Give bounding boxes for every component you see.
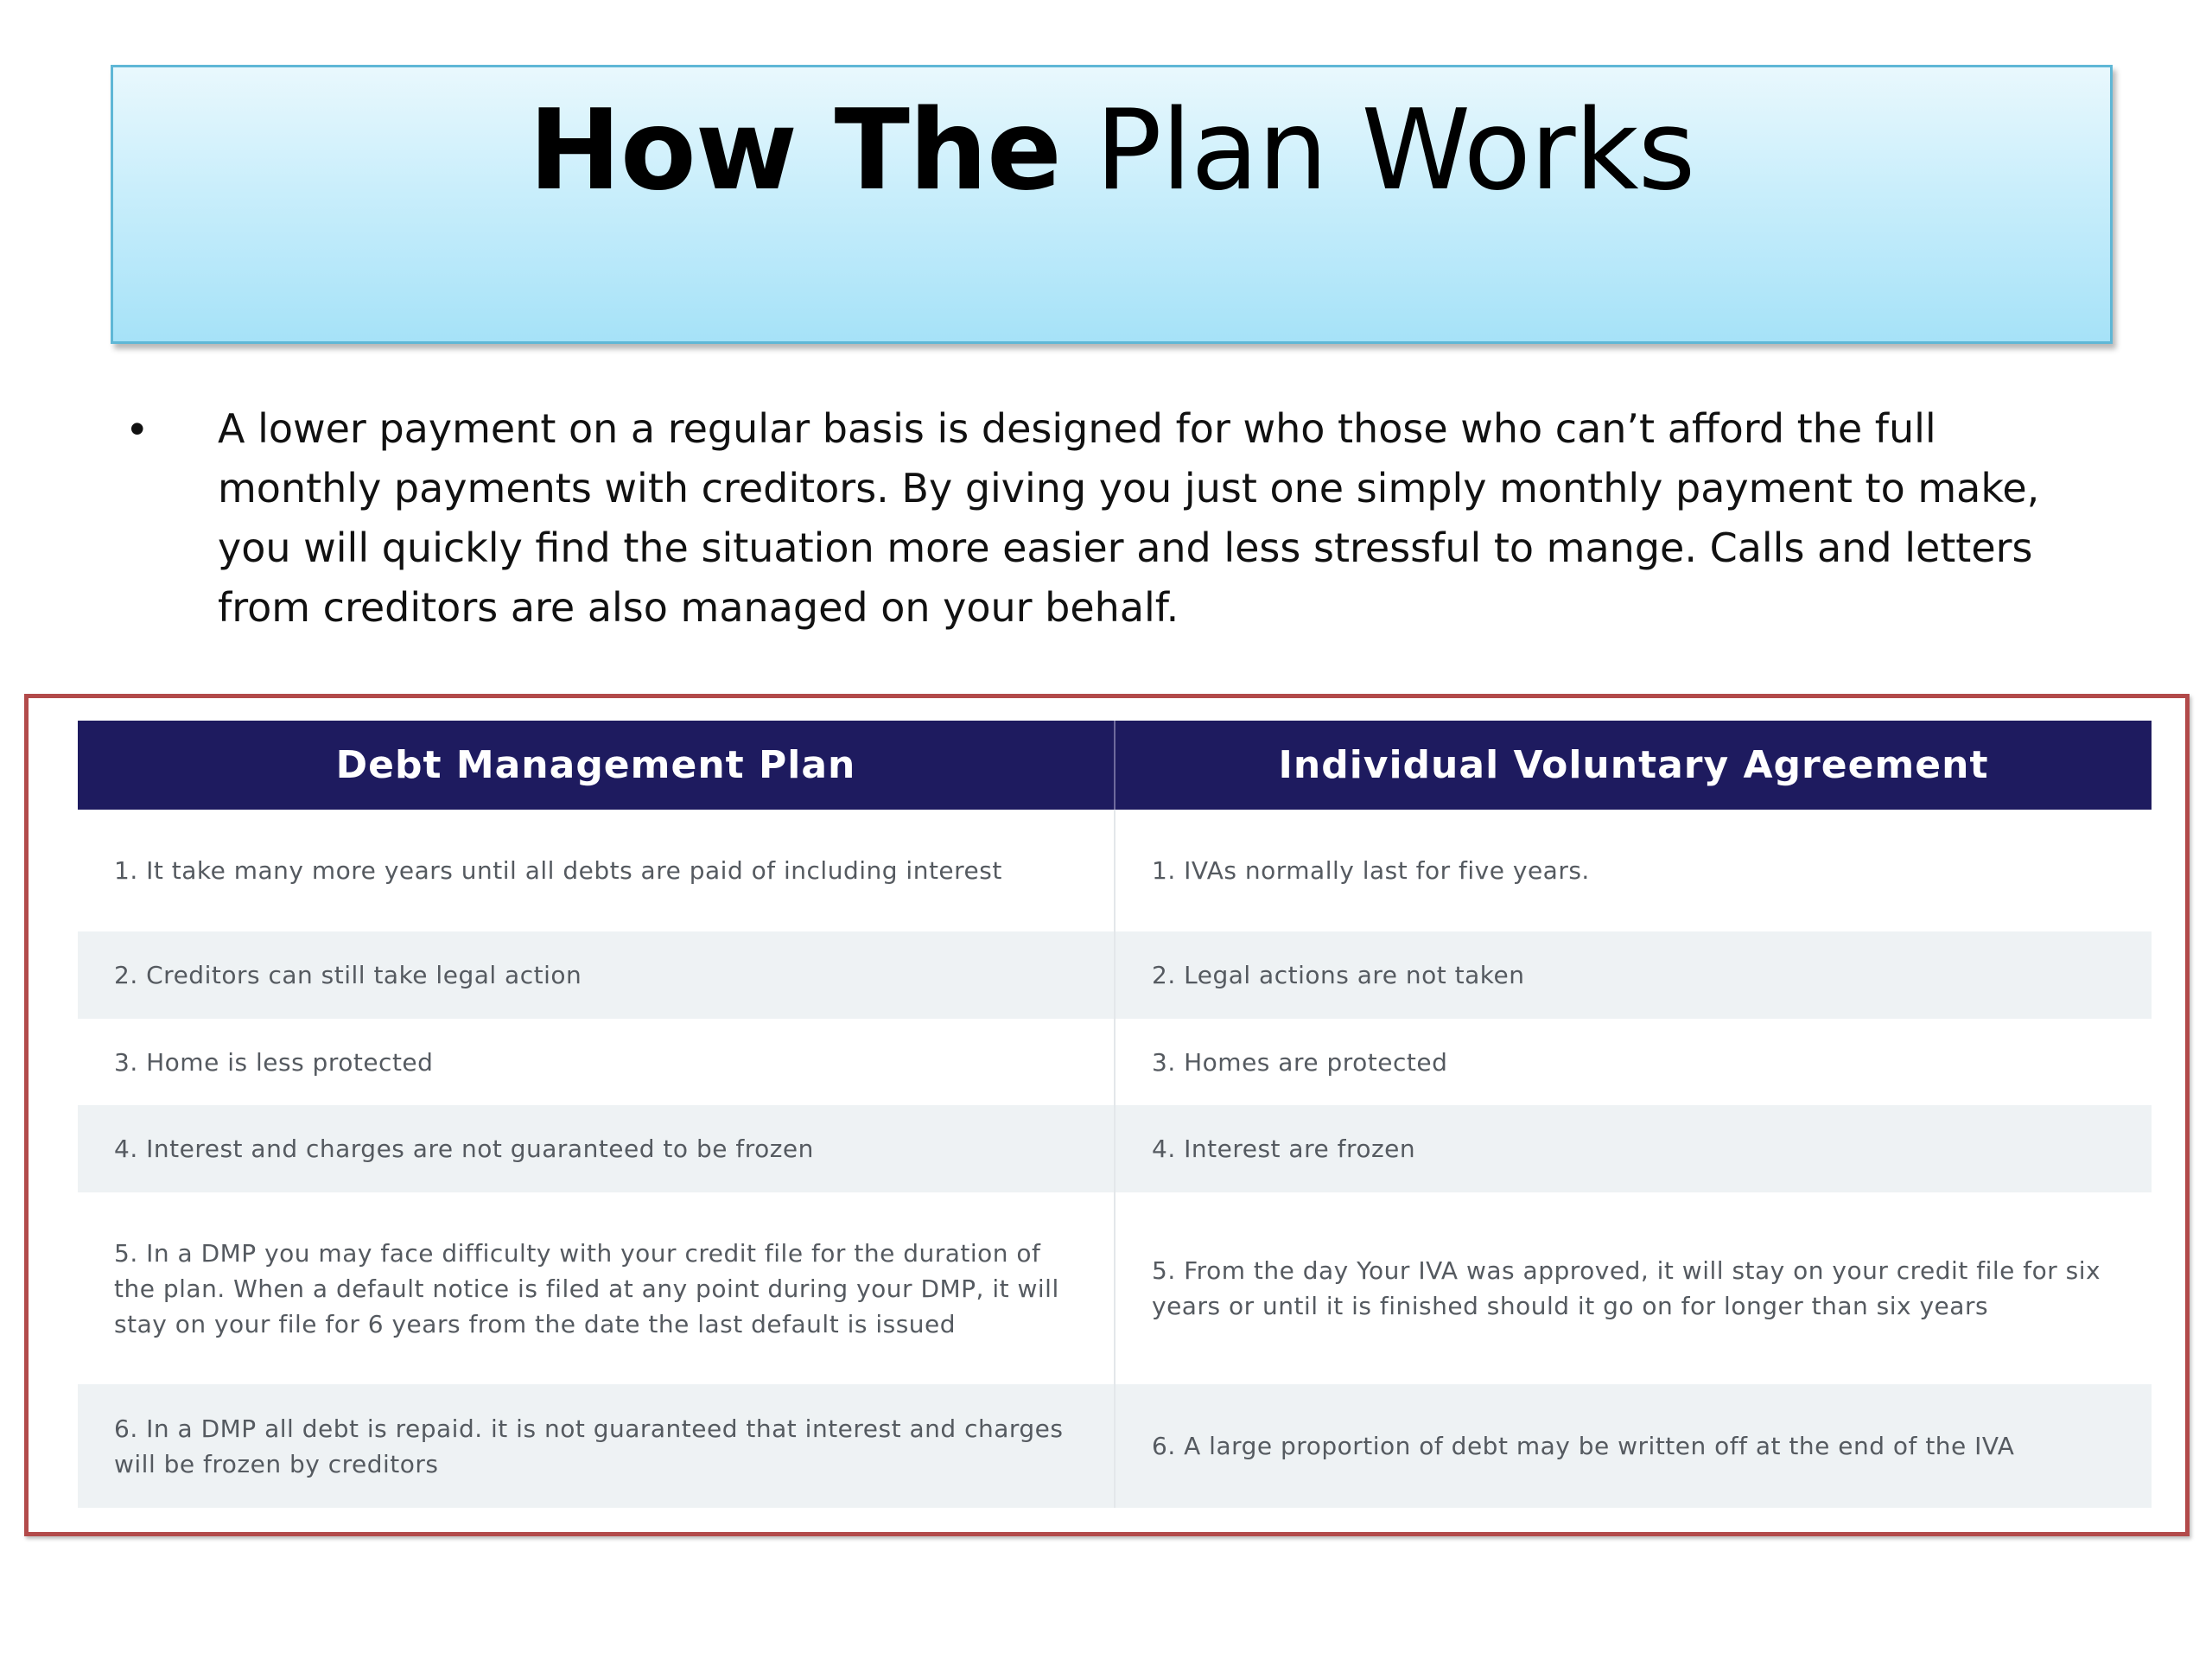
dmp-cell: 5. In a DMP you may face difficulty with your credit file for the duration of the plan. When a default notice is filed at any point during your DMP, it will stay on your file for 6 years from the date the last default is issued (78, 1192, 1115, 1384)
table-row (78, 1384, 2152, 1508)
slide-title (529, 79, 1695, 223)
dmp-cell: 4. Interest and charges are not guaranteed to be frozen (78, 1105, 1115, 1192)
bullet-paragraph (130, 399, 2065, 638)
table-row (78, 1019, 2152, 1105)
dmp-cell: 2. Creditors can still take legal action (78, 931, 1115, 1019)
iva-cell: 6. A large proportion of debt may be written off at the end of the IVA (1115, 1384, 2152, 1508)
bullet-dot-icon: • (130, 404, 145, 453)
title-regular-part: Plan Works (1095, 86, 1695, 215)
iva-cell: 1. IVAs normally last for five years. (1115, 810, 2152, 931)
table-row (78, 810, 2152, 931)
header-individual-voluntary-agreement: Individual Voluntary Agreement (1115, 721, 2152, 810)
table-row (78, 1105, 2152, 1192)
title-bold-part: How The (528, 86, 1061, 215)
dmp-cell: 1. It take many more years until all debts are paid of including interest (78, 810, 1115, 931)
dmp-cell: 6. In a DMP all debt is repaid. it is not guaranteed that interest and charges will be frozen by creditors (78, 1384, 1115, 1508)
iva-cell: 3. Homes are protected (1115, 1019, 2152, 1105)
table-row (78, 1192, 2152, 1384)
bullet-text: A lower payment on a regular basis is designed for who those who can’t afford the full monthly payments with creditors. By giving you just one simply monthly payment to make, you will quickly find the situation more easier and less stressful to mange. Calls and letters from creditors are also managed on your behalf. (218, 405, 2040, 631)
title-banner (111, 65, 2113, 344)
iva-cell: 4. Interest are frozen (1115, 1105, 2152, 1192)
iva-cell: 5. From the day Your IVA was approved, it will stay on your credit file for six years or until it is finished should it go on for longer than six years (1115, 1192, 2152, 1384)
table-row (78, 931, 2152, 1019)
iva-cell: 2. Legal actions are not taken (1115, 931, 2152, 1019)
comparison-table-frame (24, 694, 2190, 1536)
table-header-row (78, 721, 2152, 810)
header-debt-management-plan: Debt Management Plan (78, 721, 1115, 810)
comparison-table (78, 721, 2152, 1508)
dmp-cell: 3. Home is less protected (78, 1019, 1115, 1105)
